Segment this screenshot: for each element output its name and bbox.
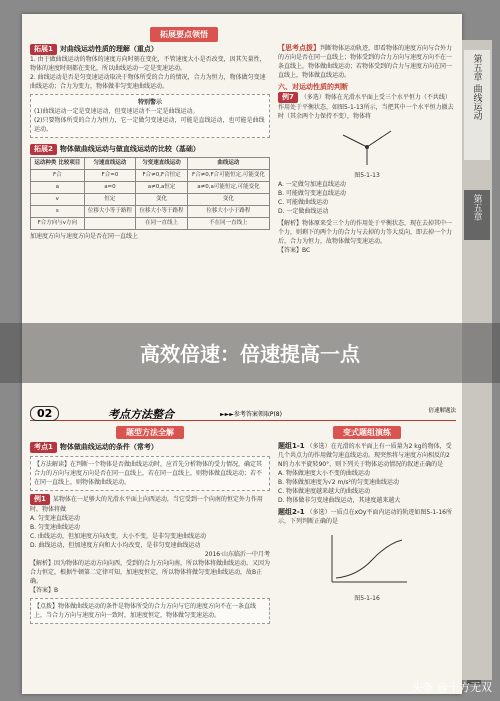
tip-label: 【思考点拨】 [278,44,320,52]
table-header-cell: 匀变速直线运动 [136,158,188,170]
example-7-option: A. 一定做匀加速直线运动 [278,181,346,188]
section-02-header [30,406,456,421]
exam-source: 2016·山东临沂一中月考 [204,551,270,558]
table-cell: F合 [31,170,85,182]
overlay-caption: 高效倍速：倍速提高一点 [140,342,360,366]
table-row [31,194,270,206]
section-6-heading: 六、对运动性质的判断 [278,83,348,91]
ext1-warning-box [30,94,270,138]
example-1-answer: 【答案】B [30,587,59,594]
watermark-credit: 头条 @十方无双 [411,681,492,694]
q1-label: 题组1-1 [278,442,305,450]
method-banner: 题型方法全解 [116,426,184,439]
top-banner-label: 拓展要点领悟 [150,27,218,42]
left-bottom-column [30,426,270,627]
example-7-text: （多选）物体在光滑水平面上受三个水平恒力（不共线）作用处于平衡状态，如图5-1-13所示，当把其中一个水平恒力撤去时（其余两个力保持不变），物体将 [278,94,454,120]
comparison-table [30,157,270,230]
q2-text: （多选）一质点在xOy平面内运动的轨迹如图5-1-16所示，下列判断正确的是 [278,509,453,525]
ext1-badge: 拓展1 [30,44,57,55]
table-cell: v [31,194,85,206]
kp1-badge: 考点1 [30,442,57,453]
ext1-title: 对曲线运动性质的理解（重点） [59,45,158,53]
table-cell: 在同一直线上 [136,218,188,230]
example-1-option: C. 曲线运动，但加速度方向改变，大小不变，是非匀变速曲线运动 [30,533,207,540]
right-top-column [278,44,456,255]
table-cell: 位移大小等于路程 [136,206,188,218]
table-cell: 变化 [136,194,188,206]
example-1-tip: 【点拨】物体做曲线运动的条件是物体所受的合力方向与它的速度方向不在一条直线上，当合力方向与速度方向一致时，加速度恒定，物体做匀变速运动。 [30,598,270,624]
section-number: 02 [30,406,59,421]
ext1-p2: 2. 曲线运动是否是匀变速运动取决于物体所受的合力的情况，合力为恒力，物体做匀变速曲线运动；合力为变力，物体做非匀变速曲线运动。 [30,74,266,90]
trajectory-figure [322,530,412,590]
kp1-title: 物体做曲线运动的条件（常考） [59,443,158,451]
q1-option: D. 物体做非匀变速曲线运动，其速度越来越大 [278,497,401,504]
tip-text: 判断物体运动轨迹，即看物体的速度方向与合外力的方向是否在同一直线上；物体受到的合力方向与速度方向不在一条直线上，物体做曲线运动；若物体受到的合力与速度方向在同一直线上，物体做直线运动。 [278,45,453,79]
example-1-text: 某物体在一足够大的光滑水平面上向西运动，当它受到一个向南的恒定外力作用时，物体将做 [30,496,263,513]
chapter-tab: 第五章 曲线运动 [464,50,490,160]
table-row [31,218,270,230]
q2-label: 题组2-1 [278,508,305,516]
table-cell: 恒定 [84,194,136,206]
table-cell: F合=0 [84,170,136,182]
example-1-badge: 例1 [30,494,50,505]
figure-caption: 图5-1-16 [354,595,380,602]
example-1-analysis: 【解析】因为物体的运动方向向西，受到的合力方向向南，所以物体将做曲线运动。又因为合力恒定，根据牛顿第二定律可知，加速度恒定，所以物体将做匀变速曲线运动，故B正确。 [30,560,271,585]
table-cell: 不在同一直线上 [187,218,269,230]
example-7-analysis: 【解析】物体原来受三个力的作用处于平衡状态，现在去掉其中一个力，则剩下的两个力的合力与去掉的力等大反向，即去掉一个力后，合力为恒力，故物体做匀变速运动。 [278,220,453,245]
figure-caption: 图5-1-13 [354,172,380,179]
table-row [31,206,270,218]
table-cell: F合≠0,F合可能恒定,可能变化 [187,170,269,182]
section-right-label: 倍速解题法 [428,408,456,414]
q1-text: （多选）在光滑的水平面上有一质量为2 kg的物体，受几个共点力的作用做匀速直线运动。现突然将与速度方向相反的2 N的力水平旋转90°，则下列关于物体运动情况的叙述正确的是 [278,443,452,468]
table-cell: a [31,182,85,194]
right-bottom-column [278,426,456,603]
top-banner [150,22,218,42]
q1-option: C. 物体做速度越来越大的曲线运动 [278,488,371,495]
example-7-option: D. 一定做曲线运动 [278,208,329,215]
table-header-cell: 匀速直线运动 [84,158,136,170]
table-header-cell: 运动种类 比较项目 [31,158,85,170]
table-cell: F合方向与v方向 [31,218,85,230]
example-7-option: C. 可能做曲线运动 [278,199,329,206]
ext2-badge: 拓展2 [30,144,57,155]
table-row [31,182,270,194]
table-cell: a≠0,a可能恒定,可能变化 [187,182,269,194]
example-7-answer: 【答案】BC [278,247,311,254]
ext1-p1: 1. 由于做曲线运动的物体的速度方向时刻在变化，不管速度大小是否改变，因其矢量性，物体的速度时刻都在变化，所以曲线运动一定是变速运动。 [30,56,266,72]
table-cell: 位移大小小于路程 [187,206,269,218]
ext1-box-line1: (1)曲线运动一定是变速运动，但变速运动不一定是曲线运动。 [34,108,199,115]
table-header-cell: 曲线运动 [187,158,269,170]
table-cell: a≠0,a恒定 [136,182,188,194]
example-1-option: A. 匀变速直线运动 [30,515,80,522]
example-7-badge: 例7 [278,92,298,103]
q1-option: A. 物体做速度大小不变的曲线运动 [278,470,370,477]
method-explanation: 【方法解读】在判断一个物体是否做曲线运动时，应首先分析物体的受力情况，确定其合力的方向与速度方向是否在同一直线上，若在同一直线上，则物体做直线运动；若不在同一直线上，则物体做曲线运动。 [30,456,270,491]
table-cell: 变化 [187,194,269,206]
example-1-option: B. 匀变速曲线运动 [30,524,80,531]
ext1-box-line2: (2)只要物体所受的合力为恒力，它一定做匀变速运动，可能是直线运动，也可能是曲线运动。 [34,117,265,133]
table-cell [84,218,136,230]
section-title: 考点方法整合 [108,408,174,421]
variant-banner: 变式题组演练 [333,426,401,439]
table-cell: F合≠0,F合恒定 [136,170,188,182]
table-cell: a=0 [84,182,136,194]
example-7-option: B. 可能做匀变速直线运动 [278,190,346,197]
chapter-tab-active: 第五章 [464,190,490,240]
ext2-footnote: 加速度方向与速度方向是否在同一直线上 [30,233,139,240]
ext2-title: 物体做曲线运动与做直线运动的比较（基础） [59,145,200,153]
q1-option: B. 物体做加速度为√2 m/s²的匀变速曲线运动 [278,479,399,486]
table-row [31,170,270,182]
table-header [31,158,270,170]
force-diagram-figure [337,125,397,167]
left-top-column [30,44,270,241]
example-1-option: D. 曲线运动，但加速度方向和大小均改变，是非匀变速曲线运动 [30,542,201,549]
section-note: ►►►参考答案领取P(8) [220,411,282,418]
ext1-box-title: 特别警示 [137,99,162,106]
table-cell: 位移大小等于路程 [84,206,136,218]
table-cell: s [31,206,85,218]
